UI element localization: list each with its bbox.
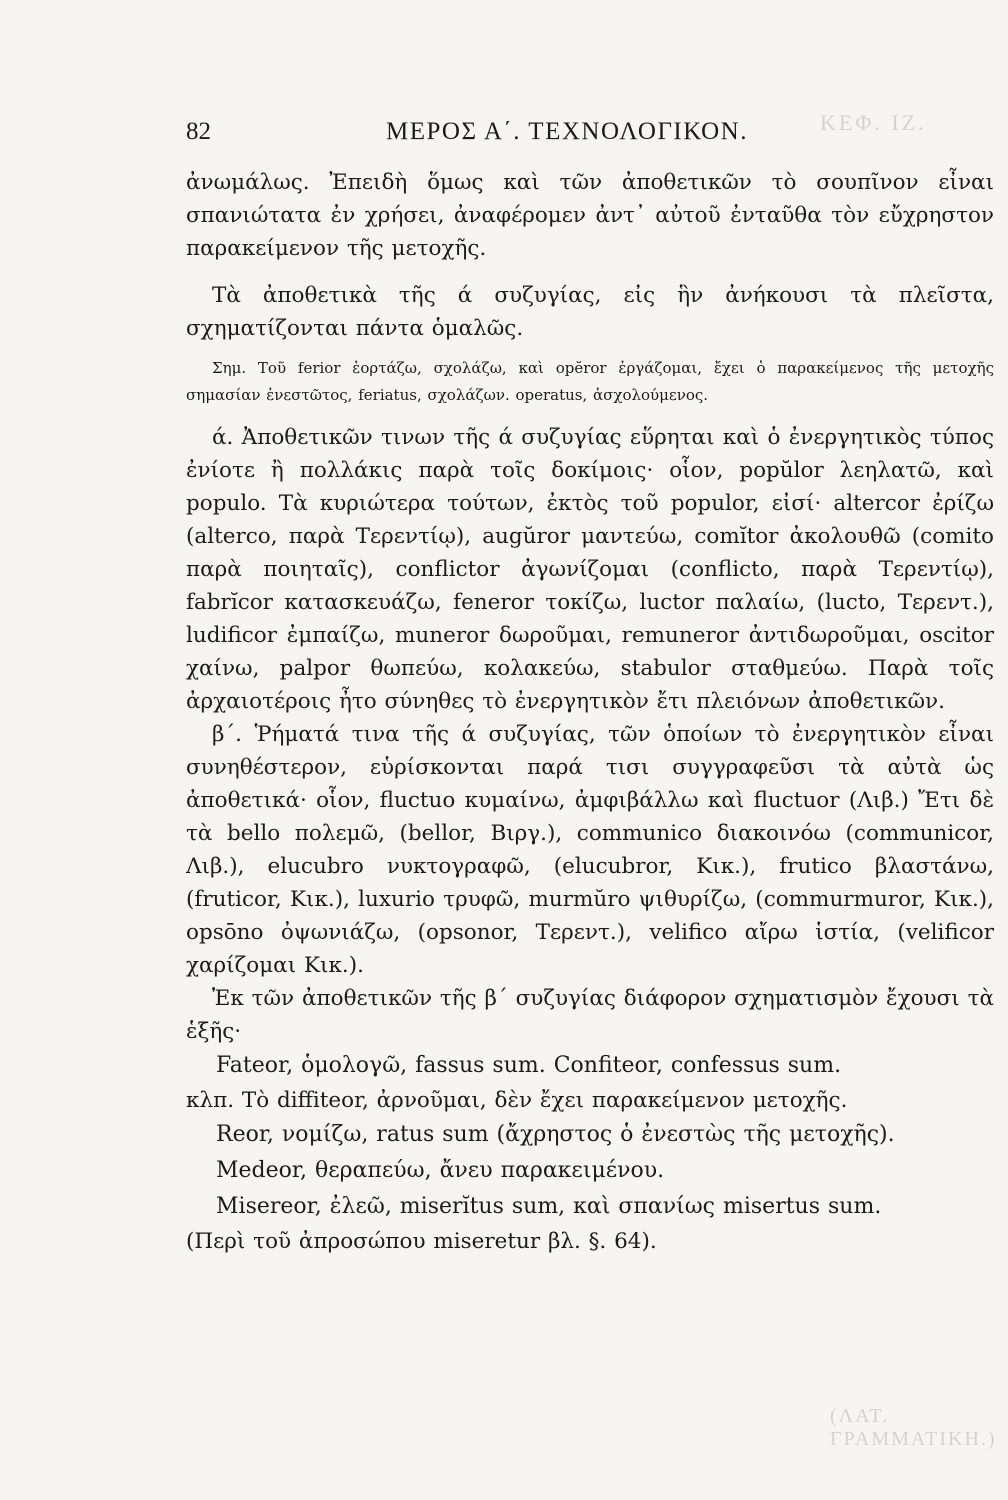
entry-fateor: Fateor, ὁμολογῶ, fassus sum. Confiteor, confessus sum. <box>216 1053 842 1078</box>
running-header <box>186 118 994 166</box>
paragraph-deponents-first-conjugation: Τὰ ἀποθετικὰ τῆς ά συζυγίας, εἰς ἣν ἀνήκουσι τὰ πλεῖστα, σχηματίζονται πάντα ὁμαλῶς. <box>186 283 994 341</box>
entry-diffiteor: κλπ. Τὸ diffiteor, ἀρνοῦμαι, δὲν ἔχει παρακείμενον μετοχῆς. <box>186 1088 848 1113</box>
entry-reor: Reor, νομίζω, ratus sum (ἄχρηστος ὁ ἐνεστὼς τῆς μετοχῆς). <box>216 1122 895 1147</box>
footnote-remark: Σημ. Τοῦ ferior ἑορτάζω, σχολάζω, καὶ opĕror ἐργάζομαι, ἔχει ὁ παρακείμενος τῆς μετοχῆς σημασίαν ἐνεστῶτος, feriatus, σχολάζων. operatus, ἀσχολούμενος. <box>186 359 994 404</box>
bleed-through-header: ΚΕΦ. ΙΖ. <box>820 110 927 135</box>
page-number: 82 <box>186 118 211 145</box>
running-title: ΜΕΡΟΣ Α΄. ΤΕΧΝΟΛΟΓΙΚΟΝ. <box>386 118 748 145</box>
entry-miseretur-note: (Περὶ τοῦ ἀπροσώπου miseretur βλ. §. 64). <box>186 1229 657 1254</box>
entry-medeor: Medeor, θεραπεύω, ἄνευ παρακειμένου. <box>216 1158 665 1183</box>
paragraph-continuation: ἀνωμάλως. Ἐπειδὴ ὅμως καὶ τῶν ἀποθετικῶν τὸ σουπῖνον εἶναι σπανιώτατα ἐν χρήσει, ἀναφέρομεν ἀντ᾽ αὐτοῦ ἐνταῦθα τὸν εὔχρηστον παρακείμενον τῆς μετοχῆς. <box>186 170 994 261</box>
paragraph-alpha: ά. Ἀποθετικῶν τινων τῆς ά συζυγίας εὕρηται καὶ ὁ ἐνεργητικὸς τύπος ἐνίοτε ἢ πολλάκις παρὰ τοῖς δοκίμοις· οἷον, popŭlor λεηλατῶ, καὶ populo. Τὰ κυριώτερα τούτων, ἐκτὸς τοῦ populor, εἰσί· altercor ἐρίζω (alterco, παρὰ Τερεντίῳ), augŭror μαντεύω, comĭtor ἀκολουθῶ (comito παρὰ ποιηταῖς), conflictor ἀγωνίζομαι (conflicto, παρὰ Τερεντίῳ), fabrĭcor κατασκευάζω, feneror τοκίζω, luctor παλαίω, (lucto, Τερεντ.), ludificor ἐμπαίζω, muneror δωροῦμαι, remuneror ἀντιδωροῦμαι, oscitor χαίνω, palpor θωπεύω, κολακεύω, stabulor σταθμεύω. Παρὰ τοῖς ἀρχαιοτέροις ἦτο σύνηθες τὸ ἐνεργητικὸν ἔτι πλειόνων ἀποθετικῶν. <box>186 425 994 714</box>
paragraph-beta: β΄. Ῥήματά τινα τῆς ά συζυγίας, τῶν ὁποίων τὸ ἐνεργητικὸν εἶναι συνηθέστερον, εὑρίσκονται παρά τισι συγγραφεῦσι τὰ αὐτὰ ὡς ἀποθετικά· οἷον, fluctuo κυμαίνω, ἀμφιβάλλω καὶ fluctuor (Λιβ.) Ἔτι δὲ τὰ bello πολεμῶ, (bellor, Βιργ.), communico διακοινόω (communicor, Λιβ.), elucubro νυκτογραφῶ, (elucubror, Κικ.), frutico βλαστάνω, (fruticor, Κικ.), luxurio τρυφῶ, murmŭro ψιθυρίζω, (commurmuror, Κικ.), opsōno ὀψωνιάζω, (opsonor, Τερεντ.), velifico αἴρω ἱστία, (velificor χαρίζομαι Κικ.). <box>186 722 994 978</box>
entry-misereor: Misereor, ἐλεῶ, miserĭtus sum, καὶ σπανίως misertus sum. <box>216 1194 882 1219</box>
paragraph-second-conjugation: Ἐκ τῶν ἀποθετικῶν τῆς β΄ συζυγίας διάφορον σχηματισμὸν ἔχουσι τὰ ἑξῆς· <box>186 986 994 1044</box>
book-page <box>186 118 994 1258</box>
bleed-through-footer: (ΛΑΤ. ΓΡΑΜΜΑΤΙΚΗ.) <box>830 1405 997 1450</box>
